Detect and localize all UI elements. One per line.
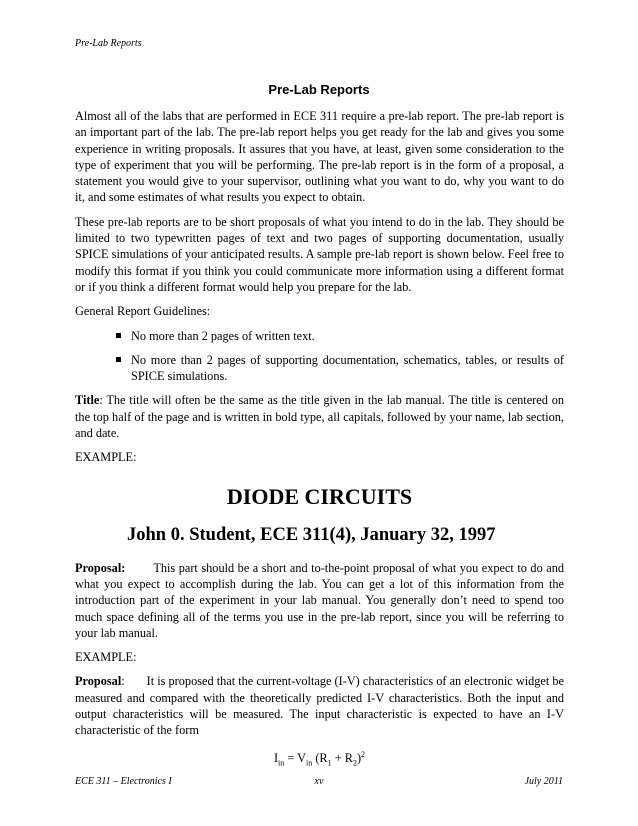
body-text [75, 108, 564, 771]
example-label: EXAMPLE: [75, 450, 137, 465]
example-title: DIODE CIRCUITS [226, 483, 413, 509]
footer-page-number: xv [314, 776, 324, 787]
guidelines-heading: General Report Guidelines: [75, 304, 211, 319]
proposal-paragraph [75, 560, 564, 641]
proposal-example-paragraph: Proposal: It is proposed that the current-voltage (I-V) characteristics of an electronic widget be measured and compared with the theoretically predicted I-V characteristics. Both the input and output characteristics will be measured. The input characteristic is expected to have an I-V characteristic of the form [75, 674, 564, 738]
footer-course: ECE 311 – Electronics I [75, 776, 172, 787]
footer-date: July 2011 [524, 776, 563, 787]
title-paragraph [75, 392, 564, 441]
bullet-square-icon [116, 333, 121, 338]
title-description: : The title will often be the same as the title given in the lab manual. The title is centered on the top half of the page and is written in bold type, all capitals, followed by your name, lab section, and date. [75, 393, 564, 441]
proposal-label: Proposal [75, 674, 122, 689]
guidelines-list [75, 328, 564, 385]
page-title: Pre-Lab Reports [268, 82, 370, 97]
running-header: Pre-Lab Reports [75, 38, 142, 49]
bullet-square-icon [116, 357, 121, 362]
example-author-line: John 0. Student, ECE 311(4), January 32, 1997 [127, 524, 496, 545]
format-paragraph: These pre-lab reports are to be short proposals of what you intend to do in the lab. They should be limited to two typewritten pages of text and two pages of supporting documentation, usually SPICE simulations of your anticipated results. A sample pre-lab report is shown below. Feel free to modify this format if you think you could communicate more information using a different format or if you think a different format would help you prepare for the lab. [75, 214, 564, 294]
bullet-text: No more than 2 pages of written text. [131, 328, 315, 343]
proposal-example-text: It is proposed that the current-voltage (I-V) characteristics of an electronic widget be measured and compared with the theoretically predicted I-V characteristics. Both the input and output characteristics will be measured. The input characteristic is expected to have an I-V characteristic of the form [75, 674, 564, 738]
proposal-description: This part should be a short and to-the-point proposal of what you expect to do and what you expect to accomplish during the lab. You can get a lot of this information from the introduction part of the experiment in your lab manual. You generally don’t need to spend too much space defining all of the terms you use in the pre-lab report, since you will be referring to your lab manual. [75, 560, 564, 640]
bullet-text: No more than 2 pages of supporting documentation, schematics, tables, or results of SPICE simulations. [131, 352, 564, 384]
intro-paragraph: Almost all of the labs that are performed in ECE 311 require a pre-lab report. The pre-lab report is an important part of the lab. The pre-lab report helps you get ready for the lab and gives you some experience in writing proposals. It assures that you have, at least, given some consideration to the type of experiment that you will be performing. The pre-lab report is in the form of a proposal, a statement you would give to your supervisor, outlining what you want to do, why you want to do it, and some estimates of what results you expect to obtain. [75, 109, 564, 205]
example-label: EXAMPLE: [75, 650, 137, 665]
title-label: Title [75, 393, 100, 408]
list-item [75, 328, 564, 344]
equation: $I_{in} = V_{in}$ $(R_1 + R_2)^2$ [273, 749, 366, 768]
proposal-label: Proposal: [75, 560, 126, 575]
list-item [75, 352, 564, 385]
